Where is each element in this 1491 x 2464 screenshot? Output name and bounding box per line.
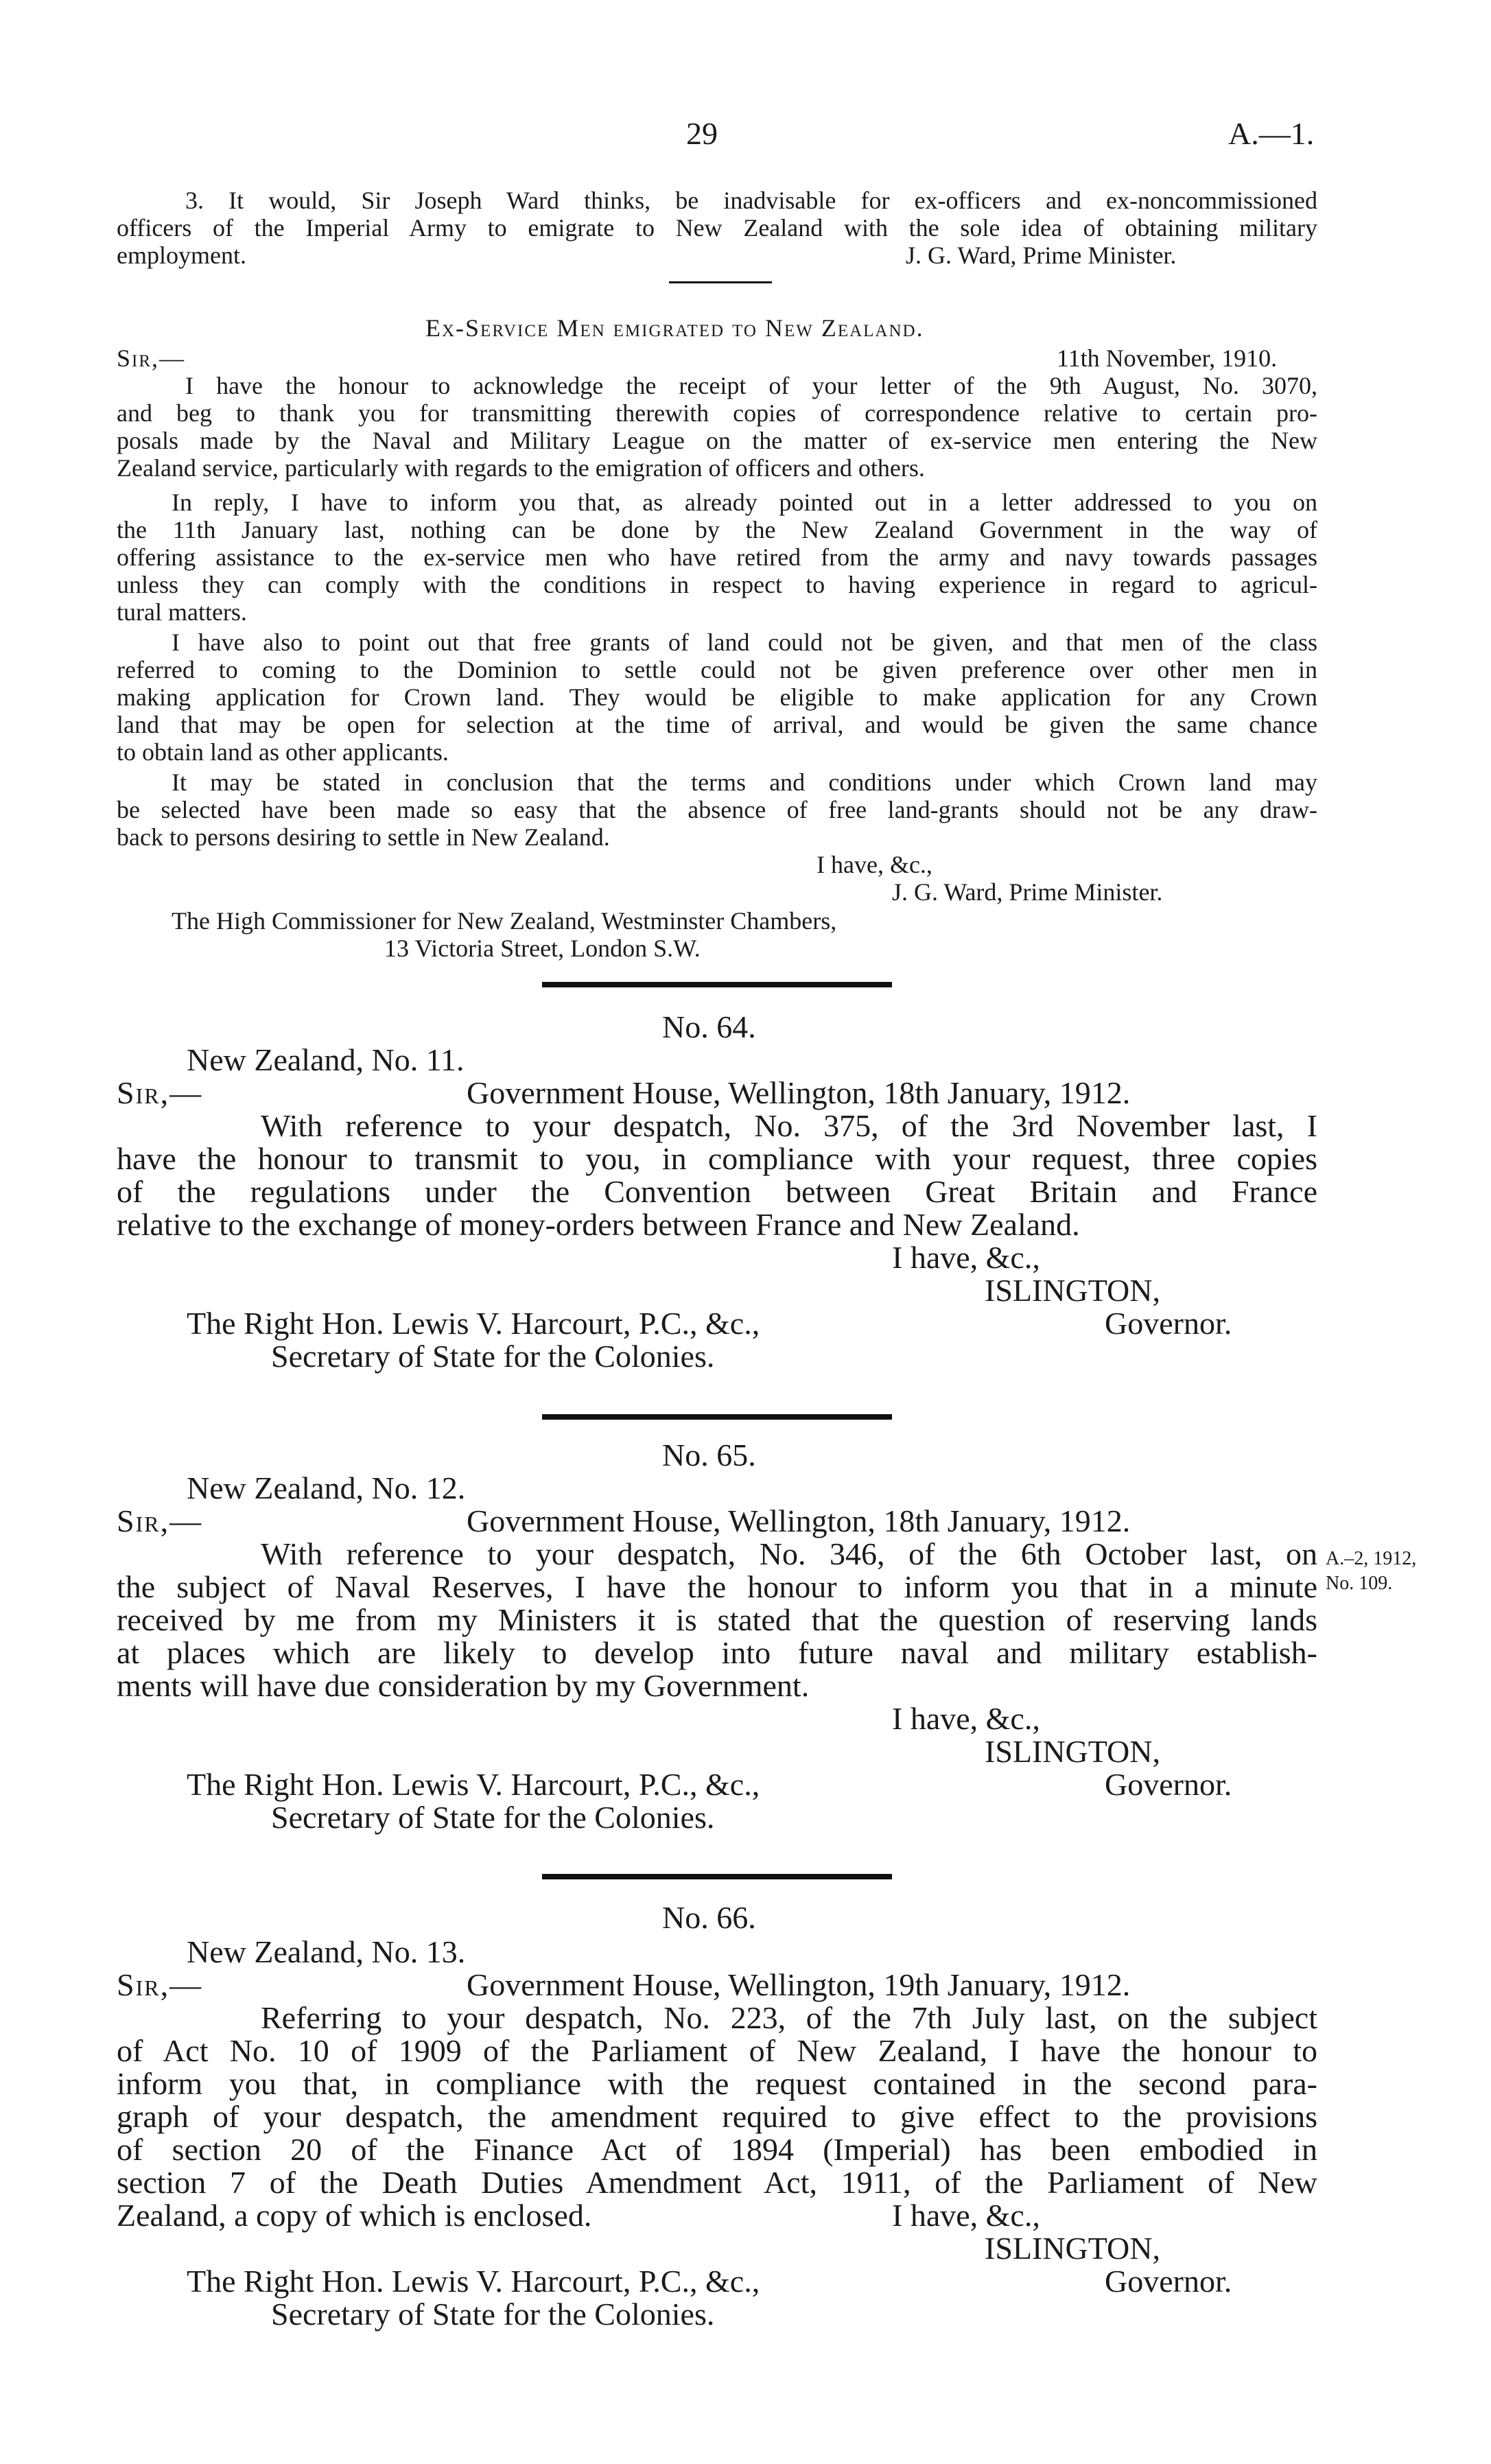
document-number: No. 65.: [662, 1438, 756, 1472]
signer-title: Governor.: [1105, 1306, 1232, 1341]
place-date: Government House, Wellington, 19th January, 1912.: [467, 1967, 1131, 2002]
body-line: of section 20 of the Finance Act of 1894 (Imperial) has been embodied in: [117, 2132, 1317, 2167]
page-number: 29: [686, 116, 718, 151]
body-line: land that may be open for selection at the time of arrival, and would be given the same chance: [117, 711, 1317, 738]
body-line: Zealand, a copy of which is enclosed.: [117, 2198, 592, 2233]
body-line: With reference to your despatch, No. 346, of the 6th October last, on: [261, 1536, 1317, 1571]
body-line: to obtain land as other applicants.: [117, 738, 449, 766]
addressee-line: Secretary of State for the Colonies.: [271, 2297, 715, 2332]
body-line: be selected have been made so easy that the absence of free land-grants should not be any draw-: [117, 796, 1317, 823]
place-date: Government House, Wellington, 18th January, 1912.: [467, 1075, 1131, 1110]
document-reference: A.—1.: [1228, 116, 1315, 151]
body-line: With reference to your despatch, No. 375, of the 3rd November last, I: [261, 1108, 1317, 1143]
body-line: have the honour to transmit to you, in compliance with your request, three copies: [117, 1141, 1317, 1176]
section-title: Ex-Service Men emigrated to New Zealand.: [425, 314, 924, 342]
body-line: offering assistance to the ex-service men who have retired from the army and navy towards passages: [117, 543, 1317, 571]
addressee-line: Secretary of State for the Colonies.: [271, 1800, 715, 1835]
body-line: I have also to point out that free grants of land could not be given, and that men of the class: [172, 629, 1317, 656]
body-line: Referring to your despatch, No. 223, of the 7th July last, on the subject: [261, 2000, 1317, 2035]
addressee-line: 13 Victoria Street, London S.W.: [384, 935, 701, 962]
body-line: officers of the Imperial Army to emigrate to New Zealand with the sole idea of obtaining military: [117, 214, 1317, 242]
body-line: Zealand service, particularly with regards to the emigration of officers and others.: [117, 454, 925, 482]
margin-note: No. 109.: [1326, 1573, 1393, 1594]
separator-rule: [542, 1414, 892, 1420]
document-number: No. 66.: [662, 1900, 756, 1935]
separator-rule: [542, 1874, 892, 1879]
salutation: Sir,—: [117, 1503, 203, 1538]
signer-name: ISLINGTON,: [985, 1273, 1160, 1308]
signer-title: Governor.: [1105, 2264, 1232, 2299]
body-line: tural matters.: [117, 598, 247, 626]
closing: I have, &c.,: [892, 1701, 1040, 1736]
body-line: the 11th January last, nothing can be done by the New Zealand Government in the way of: [117, 516, 1317, 543]
addressee-line: The Right Hon. Lewis V. Harcourt, P.C., &c.,: [187, 1306, 760, 1341]
body-line: It may be stated in conclusion that the terms and conditions under which Crown land may: [172, 768, 1317, 796]
body-line: referred to coming to the Dominion to settle could not be given preference over other men in: [117, 656, 1317, 683]
body-line: relative to the exchange of money-orders between France and New Zealand.: [117, 1207, 1080, 1242]
body-line: graph of your despatch, the amendment required to give effect to the provisions: [117, 2099, 1317, 2134]
body-line: inform you that, in compliance with the request contained in the second para-: [117, 2066, 1317, 2101]
closing: I have, &c.,: [817, 851, 932, 878]
body-line: posals made by the Naval and Military League on the matter of ex-service men entering the New: [117, 427, 1317, 454]
closing: I have, &c.,: [892, 2198, 1040, 2233]
body-line: employment.: [117, 242, 246, 269]
body-line: 3. It would, Sir Joseph Ward thinks, be inadvisable for ex-officers and ex-noncommissioned: [185, 187, 1317, 214]
addressee-line: Secretary of State for the Colonies.: [271, 1339, 715, 1374]
dispatch-reference: New Zealand, No. 13.: [187, 1934, 466, 1969]
body-line: received by me from my Ministers it is stated that the question of reserving lands: [117, 1602, 1317, 1637]
addressee-line: The Right Hon. Lewis V. Harcourt, P.C., &c.,: [187, 1767, 760, 1802]
salutation: Sir,—: [117, 344, 186, 372]
body-line: of the regulations under the Convention between Great Britain and France: [117, 1174, 1317, 1209]
addressee-line: The Right Hon. Lewis V. Harcourt, P.C., &c.,: [187, 2264, 760, 2299]
signer-title: Governor.: [1105, 1767, 1232, 1802]
body-line: In reply, I have to inform you that, as already pointed out in a letter addressed to you on: [172, 489, 1317, 516]
separator-rule: [542, 982, 892, 987]
dispatch-reference: New Zealand, No. 12.: [187, 1470, 466, 1505]
dispatch-reference: New Zealand, No. 11.: [187, 1042, 465, 1077]
addressee-line: The High Commissioner for New Zealand, Westminster Chambers,: [172, 907, 837, 935]
margin-note: A.–2, 1912,: [1326, 1548, 1417, 1569]
body-line: at places which are likely to develop into future naval and military establish-: [117, 1635, 1317, 1670]
body-line: the subject of Naval Reserves, I have the honour to inform you that in a minute: [117, 1569, 1317, 1604]
place-date: Government House, Wellington, 18th January, 1912.: [467, 1503, 1131, 1538]
salutation: Sir,—: [117, 1967, 203, 2002]
closing: I have, &c.,: [892, 1240, 1040, 1275]
separator-rule: [669, 281, 772, 283]
signature: J. G. Ward, Prime Minister.: [892, 878, 1163, 906]
body-line: back to persons desiring to settle in New Zealand.: [117, 823, 610, 851]
body-line: of Act No. 10 of 1909 of the Parliament of New Zealand, I have the honour to: [117, 2033, 1317, 2068]
body-line: I have the honour to acknowledge the receipt of your letter of the 9th August, No. 3070,: [185, 372, 1317, 399]
signer-name: ISLINGTON,: [985, 1734, 1160, 1769]
body-line: section 7 of the Death Duties Amendment Act, 1911, of the Parliament of New: [117, 2165, 1317, 2200]
signature: J. G. Ward, Prime Minister.: [906, 242, 1177, 269]
document-number: No. 64.: [662, 1009, 756, 1044]
letter-date: 11th November, 1910.: [1057, 344, 1278, 372]
body-line: making application for Crown land. They would be eligible to make application for any Crown: [117, 683, 1317, 711]
signer-name: ISLINGTON,: [985, 2231, 1160, 2266]
body-line: unless they can comply with the conditions in respect to having experience in regard to agricul-: [117, 571, 1317, 598]
body-line: and beg to thank you for transmitting therewith copies of correspondence relative to certain pro-: [117, 399, 1317, 427]
body-line: ments will have due consideration by my Government.: [117, 1668, 810, 1703]
salutation: Sir,—: [117, 1075, 203, 1110]
